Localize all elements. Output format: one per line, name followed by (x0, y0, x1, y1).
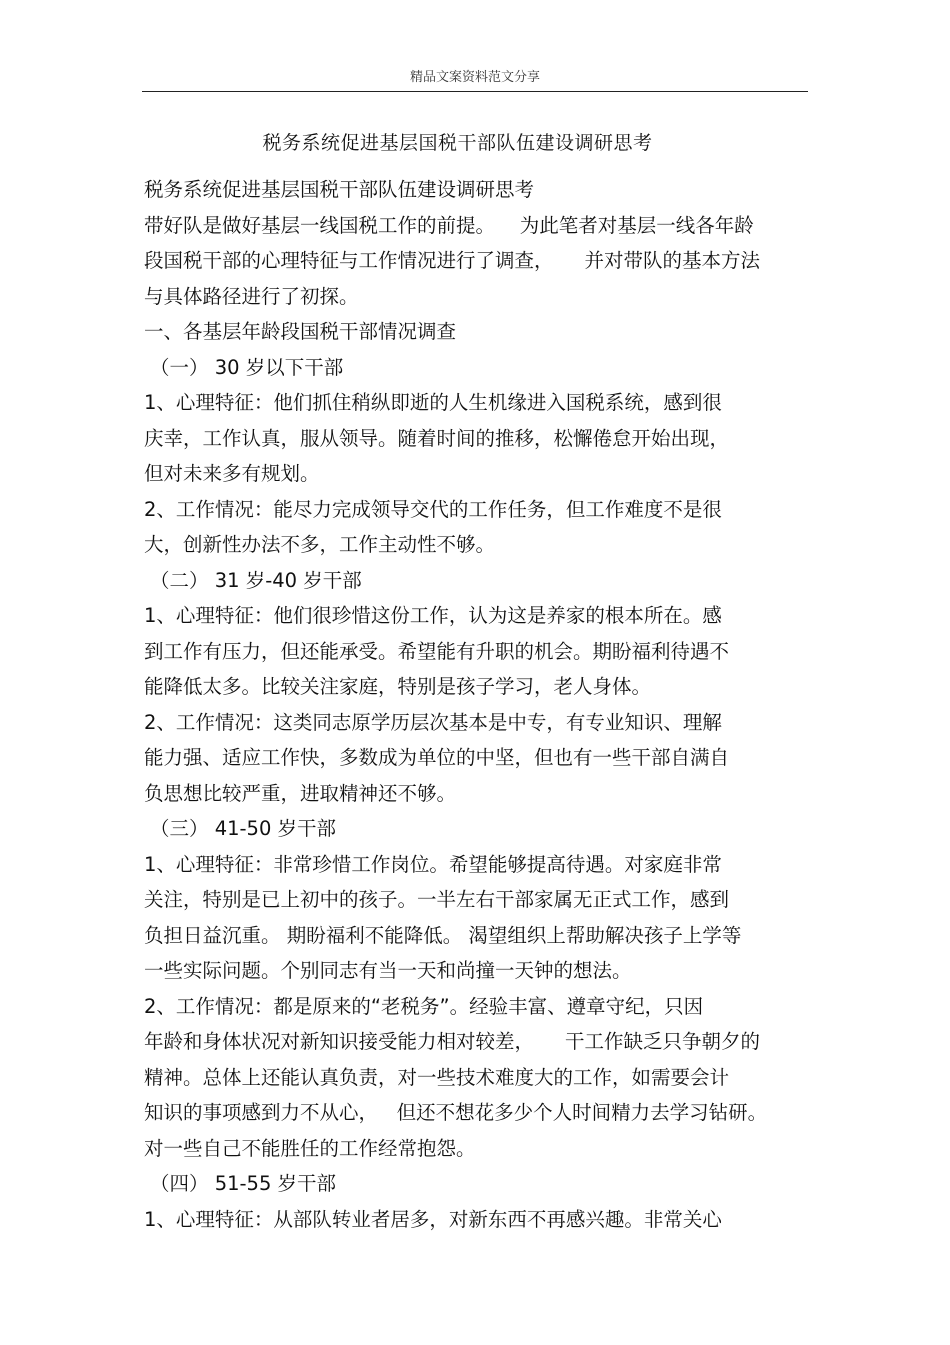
body-line: 1、心理特征：他们抓住稍纵即逝的人生机缘进入国税系统，感到很 (144, 391, 722, 414)
body-line: 与具体路径进行了初探。 (144, 284, 359, 308)
body-line: 负思想比较严重，进取精神还不够。 (144, 781, 457, 805)
body-line: 精神。总体上还能认真负责，对一些技术难度大的工作，如需要会计 (144, 1065, 730, 1089)
body-line: 2、工作情况：能尽力完成领导交代的工作任务，但工作难度不是很 (144, 497, 722, 521)
page-header: 精品文案资料范文分享 (409, 70, 540, 85)
document-title: 税务系统促进基层国税干部队伍建设调研思考 (262, 132, 653, 154)
document-body (144, 172, 806, 1237)
body-line: 段国税干部的心理特征与工作情况进行了调查， 并对带队的基本方法 (144, 249, 760, 272)
body-line: 知识的事项感到力不从心， 但还不想花多少个人时间精力去学习钻研。 (144, 1101, 768, 1124)
body-line: 1、心理特征：他们很珍惜这份工作，认为这是养家的根本所在。感 (144, 604, 722, 627)
body-line: 1、心理特征：非常珍惜工作岗位。希望能够提高待遇。对家庭非常 (144, 852, 722, 876)
body-line: 对一些自己不能胜任的工作经常抱怨。 (144, 1136, 476, 1160)
body-line: 税务系统促进基层国税干部队伍建设调研思考 (144, 178, 535, 201)
body-line: 关注，特别是已上初中的孩子。一半左右干部家属无正式工作，感到 (144, 888, 730, 911)
section-heading: 一、各基层年龄段国税干部情况调查 (144, 320, 457, 343)
body-line: 但对未来多有规划。 (144, 462, 320, 485)
body-line: 能降低太多。比较关注家庭，特别是孩子学习，老人身体。 (144, 675, 652, 698)
body-line: 能力强、适应工作快，多数成为单位的中坚，但也有一些干部自满自 (144, 746, 730, 769)
subsection-heading: （二） 31 岁-40 岁干部 (150, 568, 362, 592)
body-line: 庆幸，工作认真，服从领导。随着时间的推移，松懈倦怠开始出现， (144, 426, 730, 450)
subsection-heading: （一） 30 岁以下干部 (150, 355, 344, 379)
body-line: 带好队是做好基层一线国税工作的前提。 为此笔者对基层一线各年龄 (144, 213, 754, 237)
body-line: 2、工作情况：都是原来的“老税务”。经验丰富、遵章守纪，只因 (144, 994, 704, 1018)
header-divider (142, 91, 808, 92)
body-line: 1、心理特征：从部队转业者居多，对新东西不再感兴趣。非常关心 (144, 1207, 722, 1231)
body-line: 一些实际问题。个别同志有当一天和尚撞一天钟的想法。 (144, 959, 632, 982)
subsection-heading: （四） 51-55 岁干部 (150, 1172, 337, 1195)
body-line: 大，创新性办法不多，工作主动性不够。 (144, 533, 496, 556)
body-line: 年龄和身体状况对新知识接受能力相对较差， 干工作缺乏只争朝夕的 (144, 1030, 760, 1053)
body-line: 到工作有压力，但还能承受。希望能有升职的机会。期盼福利待遇不 (144, 639, 730, 663)
body-line: 2、工作情况：这类同志原学历层次基本是中专，有专业知识、理解 (144, 710, 722, 734)
subsection-heading: （三） 41-50 岁干部 (150, 817, 337, 840)
body-line: 负担日益沉重。 期盼福利不能降低。 渴望组织上帮助解决孩子上学等 (144, 923, 742, 947)
